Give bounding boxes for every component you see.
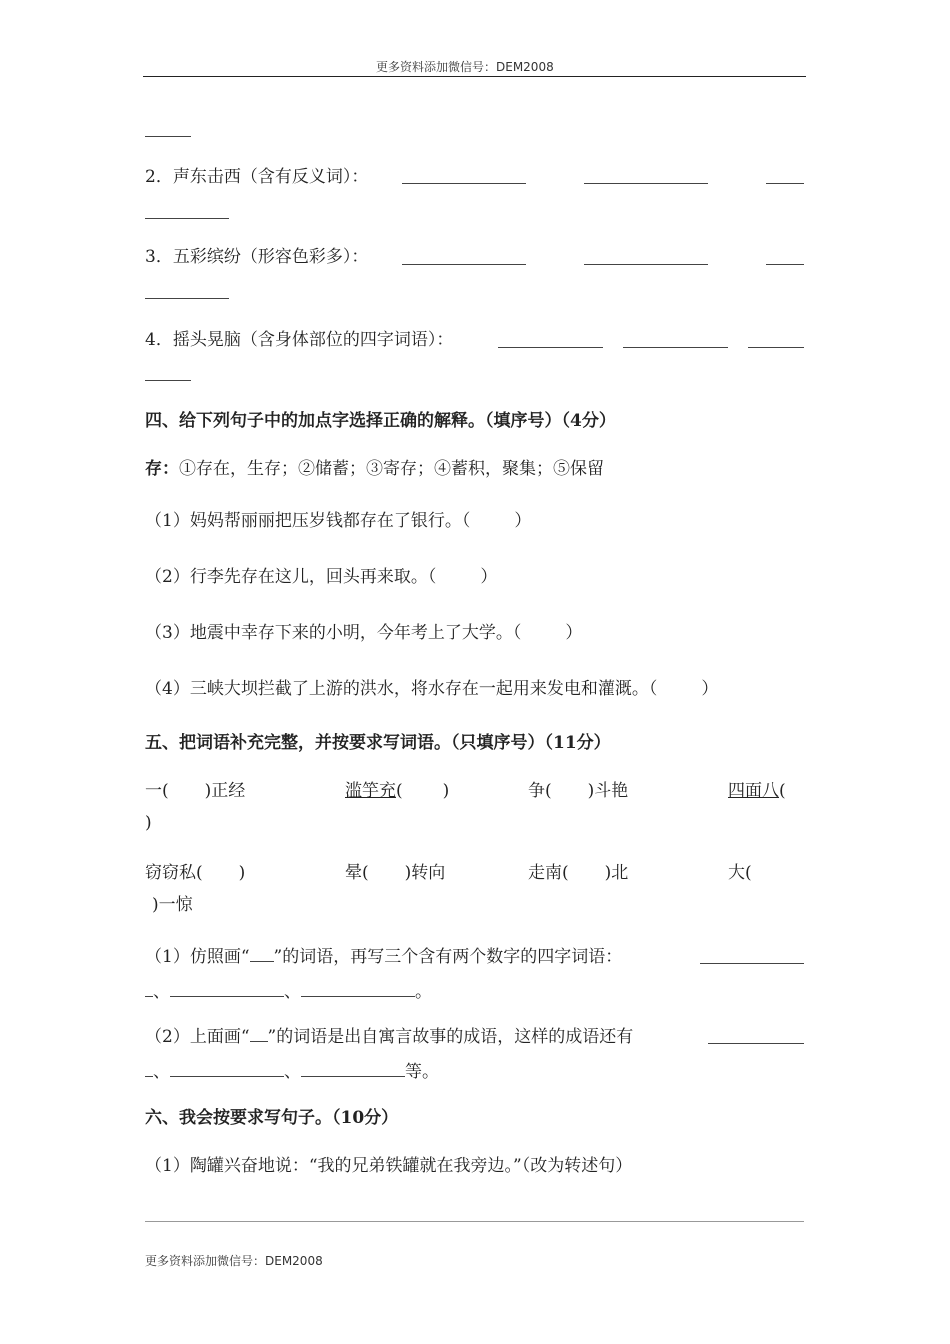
section-4-heading: 四、给下列句子中的加点字选择正确的解释。（填序号）（4分） (145, 411, 616, 431)
answer-blank[interactable] (145, 980, 153, 997)
dotted-char: 存 (257, 623, 275, 643)
word-2: 滥竽充( ) (345, 781, 450, 801)
s3-item-3: 3．五彩缤纷（形容色彩多）： (145, 247, 369, 267)
item-text: （3）地震中幸 (145, 623, 258, 643)
mark-sample (250, 1025, 268, 1042)
s5-q2: （2）上面画“ ”的词语是出自寓言故事的成语，这样的成语还有 (145, 1027, 634, 1047)
section-5-heading: 五、把词语补充完整，并按要求写词语。（只填序号）（11分） (145, 733, 611, 753)
item-text: ） (701, 679, 719, 699)
dotted-char: 存 (444, 679, 462, 699)
footer-rule (145, 1221, 804, 1222)
answer-blank[interactable] (301, 1060, 405, 1077)
s3-item-4: 4．摇头晃脑（含身体部位的四字词语）： (145, 330, 454, 350)
s4-item-1 (145, 510, 531, 532)
item-text: 下来的小明，今年考上了大学。（ (274, 623, 522, 643)
answer-blank[interactable] (170, 980, 284, 997)
s4-item-2 (145, 566, 497, 588)
answer-blank[interactable] (584, 264, 708, 265)
answer-blank[interactable] (748, 347, 804, 348)
answer-blank[interactable] (766, 183, 804, 184)
def-label: 存： (145, 459, 179, 479)
s4-item-4 (145, 678, 718, 700)
answer-blank[interactable] (301, 980, 415, 997)
item-text: （4）三峡大坝拦截了上游的洪水，将水 (145, 679, 445, 699)
dotted-char: 存 (240, 567, 258, 587)
answer-blank[interactable] (145, 1060, 153, 1077)
word-5: 窃窃私( ) (145, 863, 246, 883)
answer-blank[interactable] (145, 380, 191, 381)
answer-blank[interactable] (584, 183, 708, 184)
section-6-heading: 六、我会按要求写句子。（10分） (145, 1108, 399, 1128)
answer-blank[interactable] (708, 1043, 804, 1044)
s5-q1: （1）仿照画“ ”的词语，再写三个含有两个数字的四字词语： (145, 947, 623, 967)
dotted-char: 存 (359, 511, 377, 531)
answer-blank[interactable] (402, 264, 526, 265)
item-text: （2）行李先 (145, 567, 241, 587)
answer-blank[interactable] (145, 136, 191, 137)
page-header: 更多资料添加微信号：DEM2008 (376, 60, 554, 74)
def-text: ①存在，生存；②储蓄；③寄存；④蓄积，聚集；⑤保留 (179, 459, 604, 479)
answer-blank[interactable] (145, 298, 229, 299)
item-text: ） (514, 511, 532, 531)
s4-item-3 (145, 622, 582, 644)
item-text: 在这儿，回头再来取。（ (257, 567, 437, 587)
mark-sample (250, 945, 274, 962)
answer-blank[interactable] (145, 218, 229, 219)
answer-blank[interactable] (498, 347, 603, 348)
item-text: ） (480, 567, 498, 587)
answer-blank[interactable] (170, 1060, 284, 1077)
answer-blank[interactable] (623, 347, 728, 348)
word-8: 大( (728, 863, 752, 883)
answer-blank[interactable] (402, 183, 526, 184)
s5-q1-line2: 、 、 。 (145, 980, 432, 1003)
word-1: 一( )正经 (145, 781, 246, 801)
s5-q2-line2: 、 、 等。 (145, 1060, 439, 1083)
item-text: （1）妈妈帮丽丽把压岁钱都 (145, 511, 360, 531)
word-4-close: ) (145, 813, 152, 833)
answer-blank[interactable] (700, 963, 804, 964)
item-text: 在一起用来发电和灌溉。（ (461, 679, 658, 699)
item-text: ） (565, 623, 583, 643)
page-footer: 更多资料添加微信号：DEM2008 (145, 1254, 323, 1268)
word-6: 晕( )转向 (345, 863, 446, 883)
s4-definitions (145, 458, 604, 480)
word-4: 四面八( (728, 781, 786, 801)
word-3: 争( )斗艳 (528, 781, 629, 801)
s6-item-1: （1）陶罐兴奋地说：“我的兄弟铁罐就在我旁边。”（改为转述句） (145, 1156, 633, 1176)
word-8-rest: )一惊 (152, 895, 193, 915)
answer-blank[interactable] (766, 264, 804, 265)
header-rule (143, 76, 806, 77)
item-text: 在了银行。（ (376, 511, 471, 531)
word-7: 走南( )北 (528, 863, 629, 883)
s3-item-2: 2．声东击西（含有反义词）： (145, 167, 369, 187)
